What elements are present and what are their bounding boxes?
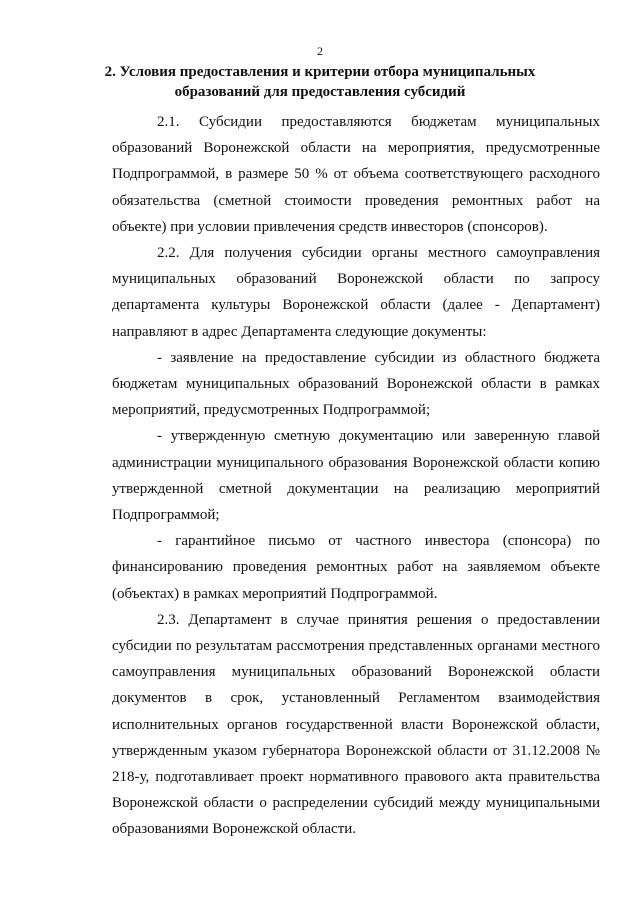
section-heading-line-2: образований для предоставления субсидий [174, 84, 466, 100]
section-heading [100, 62, 540, 102]
paragraph-2-1: 2.1. Субсидии предоставляются бюджетам муниципальных образований Воронежской области на мероприятия, предусмотренные Подпрограммой, в размере 50 % от объема соответствующего расходного обязательства (сметной стоимости проведения ремонтных работ на объекте) при условии привлечения средств инвесторов (спонсоров). [112, 114, 600, 235]
list-item-guarantee-letter: - гарантийное письмо от частного инвестора (спонсора) по финансированию проведения ремонтных работ на заявляемом объекте (объектах) в рамках мероприятий Подпрограммой. [112, 533, 600, 602]
page-number: 2 [317, 44, 323, 58]
list-item-application: - заявление на предоставление субсидии из областного бюджета бюджетам муниципальных образований Воронежской области в рамках мероприятий, предусмотренных Подпрограммой; [112, 349, 600, 419]
document-body [112, 109, 600, 843]
list-item-estimate-documentation: - утвержденную сметную документацию или заверенную главой администрации муниципального образования Воронежской области копию утвержденной сметной документации на реализацию мероприятий Подпрограммой; [112, 428, 600, 524]
paragraph-2-3: 2.3. Департамент в случае принятия решения о предоставлении субсидии по результатам рассмотрения представленных органами местного самоуправления муниципальных образований Воронежской области документов в срок, установленный Регламентом взаимодействия исполнительных органов государственной власти Воронежской области, утвержденным указом губернатора Воронежской области от 31.12.2008 № 218-у, подготавливает проект нормативного правового акта правительства Воронежской области о распределении субсидий между муниципальными образованиями Воронежской области. [112, 611, 600, 838]
section-heading-line-1: 2. Условия предоставления и критерии отбора муниципальных [104, 64, 536, 80]
paragraph-2-2: 2.2. Для получения субсидии органы местного самоуправления муниципальных образований Воронежской области по запросу департамента культуры Воронежской области (далее - Департамент) направляют в адрес Департамента следующие документы: [112, 245, 600, 340]
